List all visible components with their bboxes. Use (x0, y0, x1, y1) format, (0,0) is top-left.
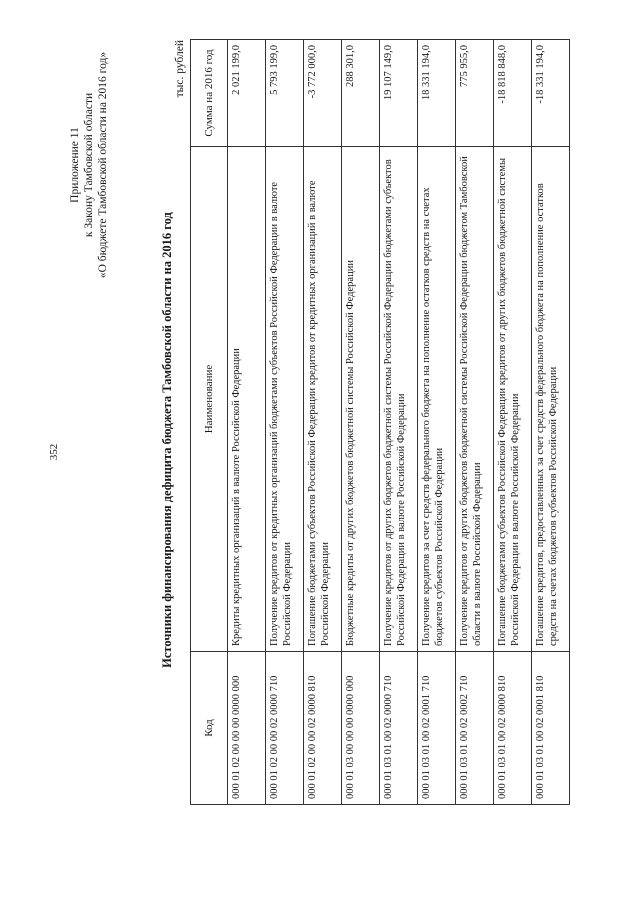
name-cell: Получение кредитов от других бюджетов бюджетной системы Российской Федерации бюджетом Тамбовской области в валюте Российской Федерации (456, 147, 494, 652)
name-cell: Получение кредитов за счет средств федерального бюджета на пополнение остатков средств на счетах бюджетов субъектов Российской Федерации (418, 147, 456, 652)
name-cell: Погашение кредитов, предоставленных за счет средств федерального бюджета на пополнение остатков средств на счетах бюджетов субъектов Российской Федерации (532, 147, 570, 652)
name-cell: Погашение бюджетами субъектов Российской Федерации кредитов от других бюджетов бюджетной системы Российской Федерации в валюте Российской Федерации (494, 147, 532, 652)
table-row (418, 40, 456, 805)
code-cell: 000 01 03 00 00 00 0000 000 (342, 652, 380, 805)
code-cell: 000 01 03 01 00 02 0001 710 (418, 652, 456, 805)
table-row (494, 40, 532, 805)
sum-cell: -18 818 848,0 (494, 40, 532, 147)
sum-cell: 18 331 194,0 (418, 40, 456, 147)
header-sum: Сумма на 2016 год (191, 40, 228, 147)
code-cell: 000 01 03 01 00 02 0001 810 (532, 652, 570, 805)
name-cell: Погашение бюджетами субъектов Российской Федерации кредитов от кредитных организаций в валюте Российской Федерации (304, 147, 342, 652)
code-cell: 000 01 02 00 00 02 0000 810 (304, 652, 342, 805)
name-cell: Кредиты кредитных организаций в валюте Российской Федерации (228, 147, 266, 652)
name-cell: Получение кредитов от кредитных организаций бюджетами субъектов Российской Федерации в валюте Российской Федерации (266, 147, 304, 652)
table-row (456, 40, 494, 805)
table-row (228, 40, 266, 805)
sum-cell: 2 021 199,0 (228, 40, 266, 147)
table-row (380, 40, 418, 805)
sum-cell: 19 107 149,0 (380, 40, 418, 147)
sum-cell: 5 793 199,0 (266, 40, 304, 147)
appendix-line-1: Приложение 11 (69, 127, 81, 203)
code-cell: 000 01 03 01 00 02 0002 710 (456, 652, 494, 805)
name-cell: Бюджетные кредиты от других бюджетов бюджетной системы Российской Федерации (342, 147, 380, 652)
appendix-line-3: «О бюджете Тамбовской области на 2016 год» (97, 51, 109, 279)
code-cell: 000 01 03 01 00 02 0000 810 (494, 652, 532, 805)
financing-table (190, 39, 570, 805)
header-name: Наименование (191, 147, 228, 652)
sum-cell: 775 955,0 (456, 40, 494, 147)
sum-cell: 288 301,0 (342, 40, 380, 147)
table-body (228, 40, 570, 805)
table-row (266, 40, 304, 805)
header-code: Код (191, 652, 228, 805)
appendix-header (68, 15, 110, 315)
sum-cell: -18 331 194,0 (532, 40, 570, 147)
document-title: Источники финансирования дефицита бюджета Тамбовской области на 2016 год (160, 212, 174, 668)
name-cell: Получение кредитов от других бюджетов бюджетной системы Российской Федерации бюджетами субъектов Российской Федерации в валюте Российской Федерации (380, 147, 418, 652)
table-row (342, 40, 380, 805)
table-row (532, 40, 570, 805)
table-row (304, 40, 342, 805)
sum-cell: -3 772 000,0 (304, 40, 342, 147)
code-cell: 000 01 02 00 00 02 0000 710 (266, 652, 304, 805)
page-number: 352 (48, 443, 60, 461)
appendix-line-2: к Закону Тамбовской области (83, 92, 95, 238)
code-cell: 000 01 02 00 00 00 0000 000 (228, 652, 266, 805)
table-header-row (191, 40, 228, 805)
unit-label: тыс. рублей (174, 40, 186, 98)
code-cell: 000 01 03 01 00 02 0000 710 (380, 652, 418, 805)
